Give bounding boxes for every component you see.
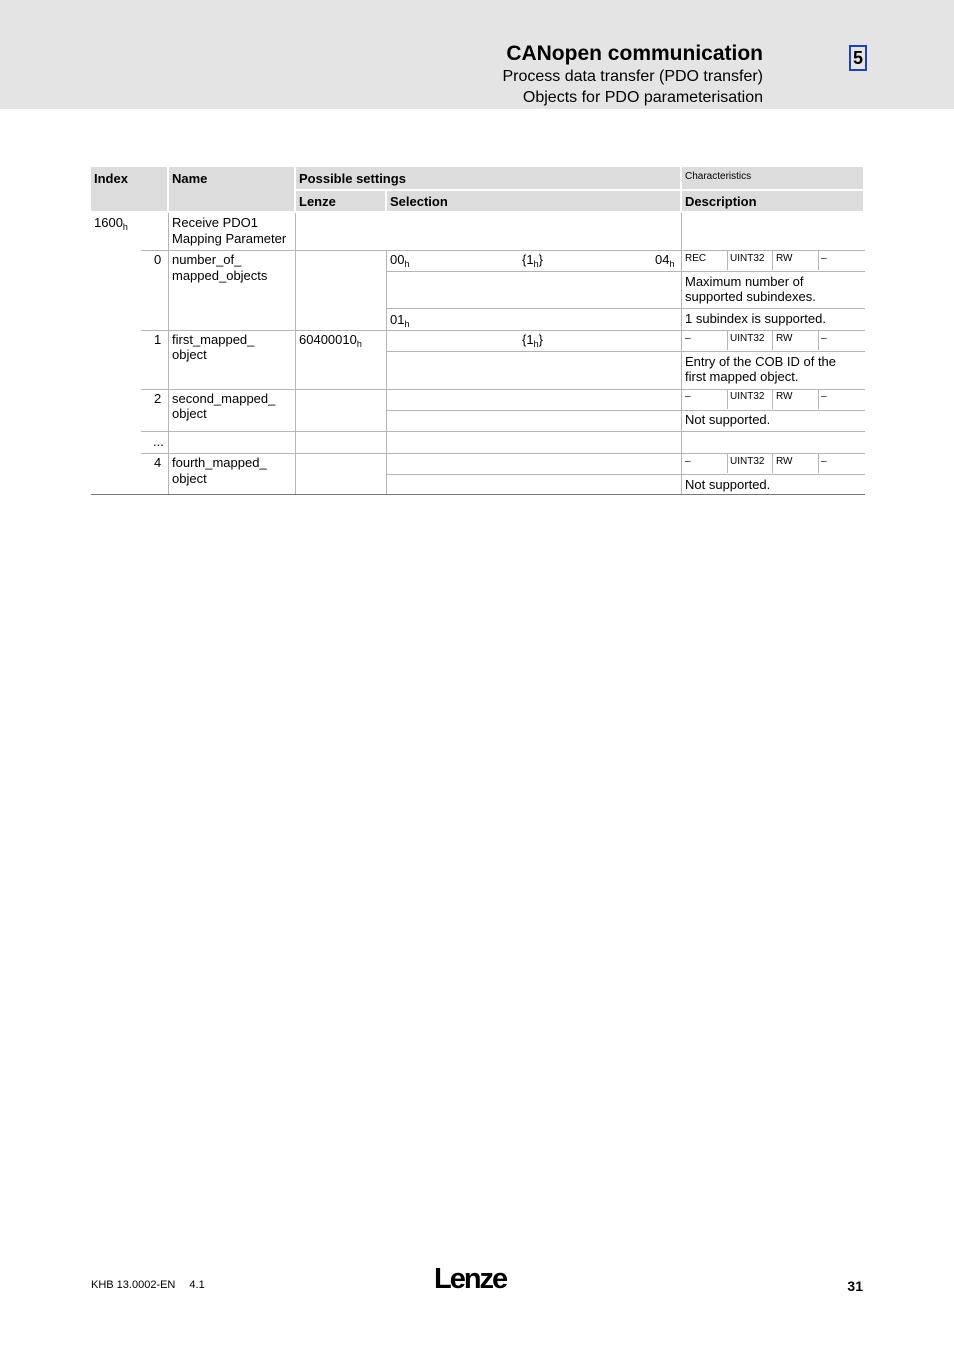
grid-line	[386, 308, 865, 309]
row-1-char-datatype: UINT32	[730, 333, 765, 344]
row-0-char-type: REC	[685, 253, 707, 264]
grid-line	[681, 213, 682, 494]
header-name: Name	[172, 171, 208, 186]
grid-line	[818, 330, 819, 350]
grid-line	[727, 250, 728, 270]
grid-line	[386, 351, 865, 352]
row-1-selection-step: $\{1_h\}$	[522, 332, 543, 349]
grid-line	[818, 250, 819, 270]
grid-line	[772, 453, 773, 473]
row-1-description-line2: first mapped object.	[685, 369, 799, 384]
row-0-subindex: 0	[154, 252, 162, 267]
row-2-char-datatype: UINT32	[730, 391, 765, 402]
row-1-lenze-value: $60400010_h$	[299, 332, 362, 349]
row-0-selection-max: $04_h$	[655, 252, 675, 269]
row-0-description-line1: Maximum number of	[685, 274, 804, 289]
grid-line	[727, 389, 728, 409]
row-2-name-line2: object	[172, 406, 207, 421]
grid-line	[141, 453, 865, 454]
row-4-char-datatype: UINT32	[730, 456, 765, 467]
row-1-name-line1: first_mapped_	[172, 332, 255, 347]
row-0-description-line2: supported subindexes.	[685, 289, 816, 304]
row-2-subindex: 2	[154, 391, 162, 406]
svg-text:Lenze: Lenze	[434, 1263, 507, 1292]
page-number: 31	[847, 1278, 863, 1294]
row-1-char-access: RW	[776, 333, 793, 344]
row-1-char-type: –	[685, 333, 691, 344]
grid-line	[141, 250, 865, 251]
grid-line	[772, 330, 773, 350]
grid-line	[818, 389, 819, 409]
header-possible-settings: Possible settings	[299, 171, 406, 186]
row-4-name-line1: fourth_mapped_	[172, 455, 267, 470]
row-4-char-extra: –	[821, 456, 827, 467]
lenze-logo	[434, 1262, 518, 1297]
row-2-name-line1: second_mapped_	[172, 391, 276, 406]
row-4-char-type: –	[685, 456, 691, 467]
grid-line	[295, 213, 296, 494]
row-1-description-line1: Entry of the COB ID of the	[685, 354, 837, 369]
grid-line	[141, 330, 865, 331]
row-4-name-line2: object	[172, 471, 207, 486]
footer-doc-info: KHB 13.0002-EN 4.1	[91, 1279, 205, 1291]
grid-line	[772, 389, 773, 409]
page-title: CANopen communication	[506, 42, 763, 65]
row-0-char-access: RW	[776, 253, 793, 264]
table-bottom-line	[91, 494, 865, 495]
header-index: Index	[94, 171, 128, 186]
row-4-char-access: RW	[776, 456, 793, 467]
grid-line	[386, 250, 387, 494]
header-band	[0, 0, 954, 109]
row-ellipsis-subindex: ...	[153, 434, 164, 449]
row-0-extra-description: 1 subindex is supported.	[685, 311, 826, 326]
grid-line	[141, 389, 865, 390]
header-characteristics: Characteristics	[685, 171, 752, 182]
chapter-marker: 5	[849, 45, 867, 71]
row-4-description: Not supported.	[685, 477, 771, 492]
header-lenze: Lenze	[299, 194, 336, 209]
row-2-description: Not supported.	[685, 412, 771, 427]
object-index: $1600_h$	[94, 215, 128, 232]
row-0-selection-min: $00_h$	[390, 252, 410, 269]
row-2-char-type: –	[685, 391, 691, 402]
row-1-subindex: 1	[154, 332, 162, 347]
header-description: Description	[685, 194, 757, 209]
grid-line	[141, 431, 865, 432]
grid-line	[386, 474, 865, 475]
row-0-name-line1: number_of_	[172, 252, 242, 267]
row-1-char-extra: –	[821, 333, 827, 344]
row-4-subindex: 4	[154, 455, 162, 470]
grid-line	[727, 330, 728, 350]
row-0-selection-step: $\{1_h\}$	[522, 252, 543, 269]
page-subtitle-1: Process data transfer (PDO transfer)	[502, 68, 763, 85]
row-0-extra-selection: $01_h$	[390, 312, 410, 329]
row-2-char-extra: –	[821, 391, 827, 402]
grid-line	[168, 213, 169, 494]
row-0-name-line2: mapped_objects	[172, 268, 268, 283]
page-subtitle-2: Objects for PDO parameterisation	[522, 89, 763, 106]
row-1-name-line2: object	[172, 347, 207, 362]
row-0-char-datatype: UINT32	[730, 253, 765, 264]
grid-line	[772, 250, 773, 270]
header-selection: Selection	[390, 194, 448, 209]
grid-line	[386, 410, 865, 411]
object-name-line1: Receive PDO1	[172, 215, 258, 230]
grid-line	[727, 453, 728, 473]
row-2-char-access: RW	[776, 391, 793, 402]
grid-line	[386, 271, 865, 272]
grid-line	[818, 453, 819, 473]
row-0-char-extra: –	[821, 253, 827, 264]
object-name-line2: Mapping Parameter	[172, 231, 287, 246]
